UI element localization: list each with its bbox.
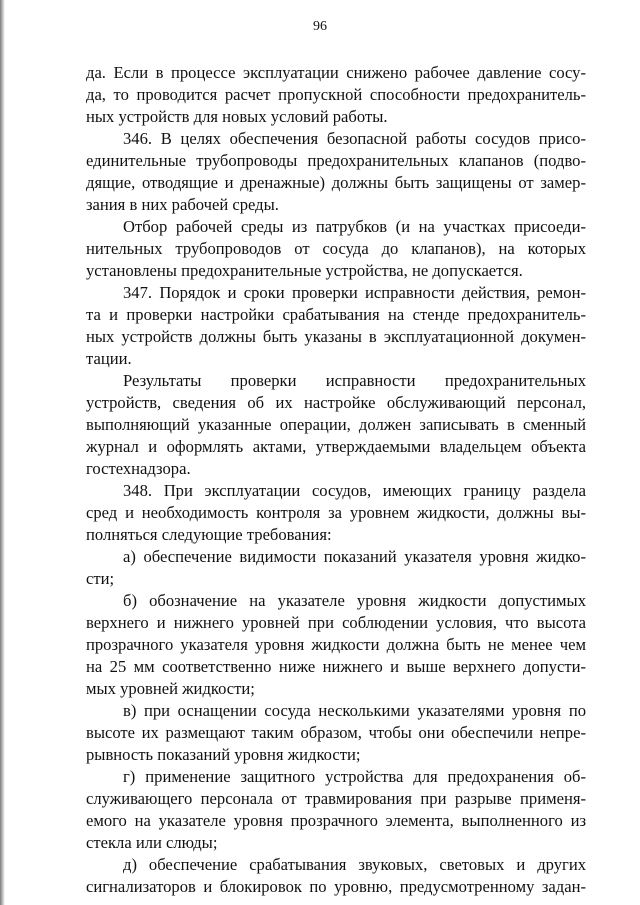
text-line: 347. Порядок и сроки проверки исправности действия, ремон-: [123, 283, 586, 302]
text-line: стекла или слюды;: [86, 833, 218, 852]
text-line: единительные трубопроводы предохранительных клапанов (подво-: [86, 151, 586, 170]
text-line: журнал и оформлять актами, утверждаемыми владельцем объекта: [86, 437, 586, 456]
text-line: б) обозначение на указателе уровня жидкости допустимых: [123, 591, 586, 610]
text-line: Результаты проверки исправности предохранительных: [123, 371, 586, 390]
text-line: 346. В целях обеспечения безопасной работы сосудов присо-: [123, 129, 586, 148]
text-line: сти;: [86, 569, 115, 588]
text-line: устройств, сведения об их настройке обслуживающий персонал,: [86, 393, 586, 412]
text-line: ных устройств должны быть указаны в эксплуатационной докумен-: [86, 327, 586, 346]
text-line: емого на указателе уровня прозрачного элемента, выполненного из: [86, 811, 586, 830]
text-line: сред и необходимость контроля за уровнем жидкости, должны вы-: [86, 503, 586, 522]
text-line: Отбор рабочей среды из патрубков (и на участках присоеди-: [123, 217, 586, 236]
text-line: верхнего и нижнего уровней при соблюдении условия, что высота: [86, 613, 586, 632]
text-line: дящие, отводящие и дренажные) должны быть защищены от замер-: [86, 173, 586, 192]
text-line: нительных трубопроводов от сосуда до клапанов), на которых: [86, 239, 586, 258]
text-line: та и проверки настройки срабатывания на стенде предохранитель-: [86, 305, 586, 324]
text-line: да, то проводится расчет пропускной способности предохранитель-: [86, 85, 586, 104]
text-line: рывность показаний уровня жидкости;: [86, 745, 361, 764]
text-line: на 25 мм соответственно ниже нижнего и выше верхнего допусти-: [86, 657, 586, 676]
text-line: сигнализаторов и блокировок по уровню, предусмотренному задан-: [86, 877, 586, 896]
text-line: да. Если в процессе эксплуатации снижено рабочее давление сосу-: [86, 63, 586, 82]
text-line: гостехнадзора.: [86, 459, 191, 478]
text-line: 348. При эксплуатации сосудов, имеющих границу раздела: [123, 481, 586, 500]
text-line: выполняющий указанные операции, должен записывать в сменный: [86, 415, 586, 434]
text-line: д) обеспечение срабатывания звуковых, световых и других: [123, 855, 586, 874]
text-line: высоте их размещают таким образом, чтобы они обеспечили непре-: [86, 723, 586, 742]
text-line: прозрачного указателя уровня жидкости должна быть не менее чем: [86, 635, 586, 654]
text-line: полняться следующие требования:: [86, 525, 332, 544]
text-line: установлены предохранительные устройства, не допускается.: [86, 261, 523, 280]
text-line: в) при оснащении сосуда несколькими указателями уровня по: [123, 701, 586, 720]
text-line: служивающего персонала от травмирования при разрыве применя-: [86, 789, 586, 808]
page-number: 96: [313, 19, 327, 34]
text-line: тации.: [86, 349, 132, 368]
text-line: ных устройств для новых условий работы.: [86, 107, 388, 126]
text-line: зания в них рабочей среды.: [86, 195, 279, 214]
text-line: мых уровней жидкости;: [86, 679, 255, 698]
text-line: а) обеспечение видимости показаний указателя уровня жидко-: [123, 547, 586, 566]
text-line: г) применение защитного устройства для предохранения об-: [123, 767, 586, 786]
scan-edge-shadow: [0, 0, 5, 905]
